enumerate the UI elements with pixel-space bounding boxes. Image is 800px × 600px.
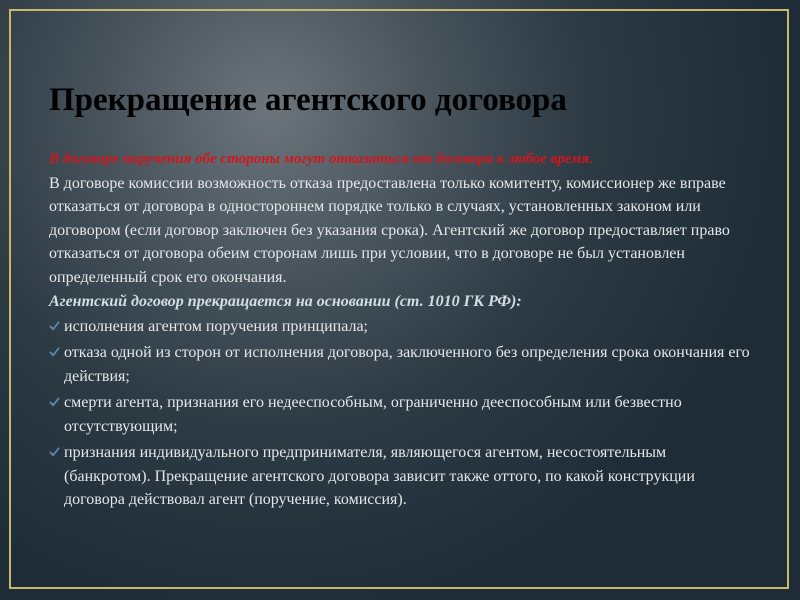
termination-grounds-list: [49, 315, 755, 512]
list-item-text: смерти агента, признания его недееспособным, ограниченно дееспособным или безвестно отсутствующим;: [64, 394, 682, 435]
list-item-text: исполнения агентом поручения принципала;: [64, 318, 368, 336]
slide-content: [49, 148, 755, 514]
list-item: [49, 391, 755, 438]
list-item: [49, 441, 755, 512]
checkmark-icon: [49, 346, 60, 358]
list-item-text: признания индивидуального предпринимателя, являющегося агентом, несостоятельным (банкротом). Прекращение агентского договора зависит также оттого, по какой конструкции договора действовал агент (поручение, комиссия).: [64, 443, 695, 509]
checkmark-icon: [49, 320, 60, 332]
list-item-text: отказа одной из сторон от исполнения договора, заключенного без определения срока окончания его действия;: [64, 344, 750, 385]
checkmark-icon: [49, 396, 60, 408]
slide-title: Прекращение агентского договора: [49, 82, 567, 118]
list-item: [49, 315, 755, 339]
lead-sentence: В договоре поручения обе стороны могут отказаться от договора в любое время.: [49, 151, 593, 167]
termination-grounds-heading: Агентский договор прекращается на основании (ст. 1010 ГК РФ):: [49, 292, 522, 310]
checkmark-icon: [49, 446, 60, 458]
list-item: [49, 341, 755, 388]
body-paragraph: В договоре комиссии возможность отказа предоставлена только комитенту, комиссионер же вправе отказаться от договора в одностороннем порядке только в случаях, установленных законом или договором (если договор заключен без указания срока). Агентский же договор предоставляет право отказаться от договора обеим сторонам лишь при условии, что в договоре не был установлен определенный срок его окончания.: [49, 174, 730, 286]
